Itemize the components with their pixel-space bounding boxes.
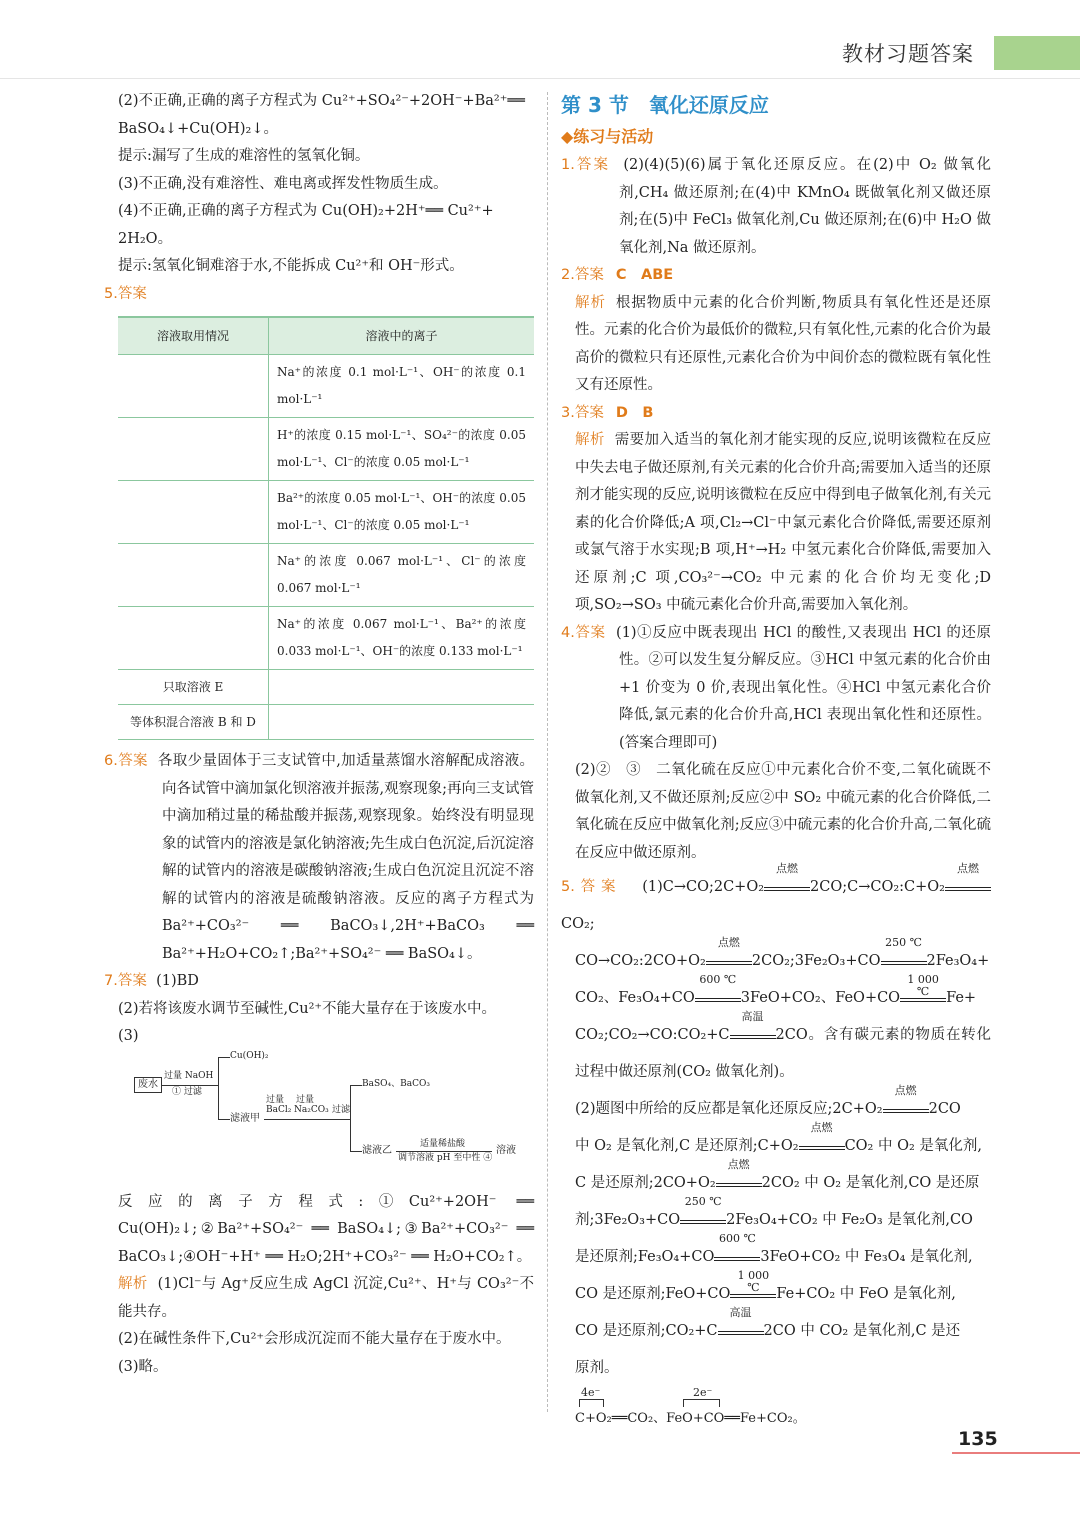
bracket-line (603, 1399, 604, 1407)
flow-arrow (350, 1151, 362, 1152)
hint-line: 提示:漏写了生成的难溶性的氢氧化铜。 (118, 148, 370, 164)
reaction-condition: 点燃 (716, 1174, 762, 1187)
text-line: (2)若将该废水调节至碱性,Cu²⁺不能大量存在于该废水中。 (118, 1000, 497, 1017)
text-line: (4)不正确,正确的离子方程式为 Cu(OH)₂+2H⁺══ Cu²⁺+ (118, 203, 494, 219)
flow-arrow (264, 1119, 350, 1120)
table-cell: H⁺的浓度 0.15 mol·L⁻¹、SO₄²⁻的浓度 0.05 mol·L⁻¹、Cl⁻的浓度 0.05 mol·L⁻¹ (269, 418, 535, 481)
flow-filtrate: 滤液甲 (230, 1112, 260, 1124)
table-cell (118, 544, 269, 607)
flow-arrow (396, 1151, 492, 1152)
q5-answer (561, 862, 991, 1387)
ion-table (118, 316, 534, 740)
flow-arrow (218, 1057, 230, 1058)
bracket-line (579, 1399, 580, 1407)
table-row (118, 544, 534, 607)
electron-count: 4e⁻ (581, 1386, 601, 1399)
table-cell: Ba²⁺的浓度 0.05 mol·L⁻¹、OH⁻的浓度 0.05 mol·L⁻¹、Cl⁻的浓度 0.05 mol·L⁻¹ (269, 481, 535, 544)
text-line: BaSO₄↓+Cu(OH)₂↓。 (118, 120, 278, 137)
table-row (118, 705, 534, 740)
q5-label: 5.答案 (104, 285, 147, 302)
flow-reagent: 适量稀盐酸 (420, 1138, 466, 1149)
flow-reagent: Na₂CO₃ (294, 1104, 329, 1115)
page-number-underline (952, 1452, 1080, 1454)
electron-count: 2e⁻ (693, 1386, 713, 1399)
reaction-condition: 点燃 (706, 952, 752, 965)
reaction-condition: 250 ℃ (881, 952, 927, 965)
flow-reagent: 过量 (296, 1094, 315, 1105)
text-line: (3)不正确,没有难溶性、难电离或挥发性物质生成。 (118, 175, 448, 192)
flow-step: ① 过滤 (172, 1086, 202, 1097)
equation-line: CO→CO₂:2CO+O₂ 点燃 2CO₂;3Fe₂O₃+CO 250 ℃ 2Fe₃O₄+ (575, 936, 990, 969)
bracket-line (719, 1399, 720, 1407)
flow-product: BaSO₄、BaCO₃ (362, 1078, 430, 1089)
text-line: 2H₂O。 (118, 230, 173, 247)
table-row (118, 355, 534, 418)
table-cell (269, 670, 535, 705)
equation-text: 反应的离子方程式:①Cu²⁺+2OH⁻ ══ Cu(OH)₂↓;②Ba²⁺+SO₄²⁻ ══ BaSO₄↓;③Ba²⁺+CO₃²⁻ ══ BaCO₃↓;④OH⁻+H⁺ ══ H₂O;2H⁺+CO₃²⁻ ══ H₂O+CO₂↑。 (118, 1193, 534, 1265)
q6-answer: 6.答案 各取少量固体于三支试管中,加适量蒸馏水溶解配成溶液。向各试管中滴加氯化钡溶液并振荡,观察现象;再向三支试管中滴加稍过量的稀盐酸并振荡,观察现象。始终没有明显现象的试管内的溶液是氯化钠溶液;先生成白色沉淀,后沉淀溶解的试管内的溶液是碳酸钠溶液;生成白色沉淀且沉淀不溶解的试管内的溶液是硫酸钠溶液。反应的离子方程式为 Ba²⁺+CO₃²⁻ ══ BaCO₃↓,2H⁺+BaCO₃ ══ Ba²⁺+H₂O+CO₂↑;Ba²⁺+SO₄²⁻ ══ BaSO₄↓。 (104, 753, 535, 962)
reaction-condition: 600 ℃ (714, 1248, 760, 1261)
header-accent-bar (994, 36, 1080, 70)
table-header-row (118, 317, 534, 355)
bracket-line (579, 1399, 603, 1400)
equation-line: CO₂、Fe₃O₄+CO 600 ℃ 3FeO+CO₂、FeO+CO 1 000 ℃ Fe+ (575, 973, 977, 1006)
equation-line: 中 O₂ 是氧化剂,C 是还原剂;C+O₂ 点燃 CO₂ 中 O₂ 是氧化剂, (575, 1121, 982, 1154)
left-column (104, 88, 534, 1381)
table-cell (118, 355, 269, 418)
equation-line: 是还原剂;Fe₃O₄+CO 600 ℃ 3FeO+CO₂ 中 Fe₃O₄ 是氧化剂, (575, 1232, 973, 1265)
reaction-condition: 600 ℃ (695, 989, 741, 1002)
flow-product: Cu(OH)₂ (230, 1050, 269, 1061)
page-number: 135 (958, 1428, 998, 1450)
flow-line (218, 1057, 219, 1119)
q3-analysis: 解析 需要加入适当的氧化剂才能实现的反应,说明该微粒在反应中失去电子做还原剂,有关元素的化合价升高;需要加入适当的还原剂才能实现的反应,说明该微粒在反应中得到电子做氧化剂,有关元素的化合价降低;A 项,Cl₂→Cl⁻中氯元素化合价降低,需要还原剂或氯气溶于水实现;B 项,H⁺→H₂ 中氢元素化合价降低,需要加入还原剂;C 项,CO₃²⁻→CO₂ 中元素的化合价均无变化;D 项,SO₂→SO₃ 中硫元素化合价升高,需要加入氧化剂。 (575, 432, 991, 613)
equation-line: 5.答案 (1)C→CO;2C+O₂ 点燃 2CO;C→CO₂:C+O₂ 点燃 CO₂; (561, 869, 991, 943)
flow-filtrate: 滤液乙 (362, 1144, 392, 1156)
q2-answer: 2.答案 C ABE (561, 267, 674, 283)
equation-line: C 是还原剂;2CO+O₂ 点燃 2CO₂ 中 O₂ 是氧化剂,CO 是还原 (575, 1158, 980, 1191)
flow-reagent: BaCl₂ (266, 1104, 292, 1115)
table-cell: Na⁺的浓度 0.067 mol·L⁻¹、Ba²⁺的浓度 0.033 mol·L⁻¹、OH⁻的浓度 0.133 mol·L⁻¹ (269, 607, 535, 670)
flow-arrow (350, 1085, 362, 1086)
flow-waste: 废水 (134, 1077, 162, 1093)
q4-answer: 4.答案 (1)①反应中既表现出 HCl 的酸性,又表现出 HCl 的还原性。②可以发生复分解反应。③HCl 中氢元素的化合价由+1 价变为 0 价,表现出氧化性。④HCl 中氢元素化合价降低,氯元素的化合价升高,HCl 表现出氧化性和还原性。(答案合理即可) (561, 624, 991, 751)
table-cell (118, 607, 269, 670)
equation-line: CO 是还原剂;FeO+CO 1 000 ℃ Fe+CO₂ 中 FeO 是氧化剂, (575, 1269, 956, 1302)
reaction-condition: 点燃 (883, 1100, 929, 1113)
equation-final: C+O₂══CO₂、FeO+CO══Fe+CO₂。 (575, 1411, 806, 1426)
flow-line (350, 1085, 351, 1151)
table-row (118, 481, 534, 544)
q1-answer: 1.答案 (2)(4)(5)(6)属于氧化还原反应。在(2)中 O₂ 做氧化剂,CH₄ 做还原剂;在(4)中 KMnO₄ 既做氧化剂又做还原剂;在(5)中 FeCl₃ 做氧化剂,Cu 做还原剂;在(6)中 H₂O 做氧化剂,Na 做还原剂。 (561, 157, 991, 256)
q7-answer: 7.答案 (1)BD (104, 973, 199, 989)
table-row (118, 607, 534, 670)
table-row (118, 670, 534, 705)
equation-line: (2)题图中所给的反应都是氧化还原反应;2C+O₂ 点燃 2CO (575, 1084, 961, 1117)
flow-step: 过滤 (332, 1104, 351, 1115)
q3-answer: 3.答案 D B (561, 404, 654, 421)
equation-line: 原剂。 (575, 1360, 619, 1376)
flow-reagent: 过量 (266, 1094, 285, 1105)
table-cell: 只取溶液 E (118, 670, 269, 705)
table-cell (118, 481, 269, 544)
page-header (0, 0, 1080, 80)
table-row (118, 418, 534, 481)
q7-analysis: 解析 (1)Cl⁻与 Ag⁺反应生成 AgCl 沉淀,Cu²⁺、H⁺与 CO₃²⁻不能共存。 (118, 1276, 535, 1320)
reaction-condition: 1 000 ℃ (730, 1285, 776, 1298)
flow-step: 调节溶液 pH 至中性 ④ (398, 1152, 493, 1163)
header-title: 教材习题答案 (842, 42, 974, 66)
reaction-condition: 高温 (718, 1322, 764, 1335)
reaction-condition: 点燃 (799, 1137, 845, 1150)
flow-reagent: 过量 NaOH (164, 1070, 214, 1081)
q2-analysis: 解析 根据物质中元素的化合价判断,物质具有氧化性还是还原性。元素的化合价为最低价的微粒,只有氧化性,元素的化合价为最高价的微粒只有还原性,元素化合价为中间价态的微粒既有氧化性又有还原性。 (575, 294, 992, 393)
text-line: (2)② ③ 二氧化硫在反应①中元素化合价不变,二氧化硫既不做氧化剂,又不做还原剂;反应②中 SO₂ 中硫元素的化合价降低,二氧化硫在反应中做氧化剂;反应③中硫元素的化合价升高,二氧化硫在反应中做还原剂。 (575, 762, 991, 861)
table-cell: 等体积混合溶液 B 和 D (118, 705, 269, 740)
column-divider (547, 92, 548, 1412)
table-cell (118, 418, 269, 481)
flow-arrow (162, 1085, 218, 1086)
table-cell (269, 705, 535, 740)
bracket-line (683, 1399, 719, 1400)
electron-transfer-diagram (575, 1387, 991, 1437)
bracket-line (683, 1399, 684, 1407)
header-divider (0, 78, 1080, 79)
table-cell: Na⁺的浓度 0.1 mol·L⁻¹、OH⁻的浓度 0.1 mol·L⁻¹ (269, 355, 535, 418)
text-line: (3)略。 (118, 1358, 168, 1375)
subsection-title: ◆练习与活动 (561, 127, 654, 146)
section-title: 第 3 节 氧化还原反应 (561, 93, 769, 117)
table-header: 溶液中的离子 (269, 317, 535, 355)
reaction-condition: 250 ℃ (680, 1211, 726, 1224)
text-line: (2)在碱性条件下,Cu²⁺会形成沉淀而不能大量存在于废水中。 (118, 1331, 511, 1347)
reaction-condition: 高温 (730, 1026, 776, 1039)
reaction-condition: 点燃 (945, 878, 991, 891)
right-column (561, 88, 991, 1437)
flow-product: 溶液 (496, 1144, 516, 1156)
hint-line: 提示:氢氧化铜难溶于水,不能拆成 Cu²⁺和 OH⁻形式。 (118, 258, 464, 274)
reaction-condition: 1 000 ℃ (900, 989, 946, 1002)
table-cell: Na⁺的浓度 0.067 mol·L⁻¹、Cl⁻的浓度 0.067 mol·L⁻¹ (269, 544, 535, 607)
reaction-condition: 点燃 (764, 878, 810, 891)
equation-line: CO 是还原剂;CO₂+C 高温 2CO 中 CO₂ 是氧化剂,C 是还 (575, 1306, 961, 1339)
separation-flowchart (118, 1051, 534, 1189)
text-line: (3) (118, 1028, 139, 1044)
equation-line: CO₂;CO₂→CO:CO₂+C 高温 2CO。含有碳元素的物质在转化过程中做还原剂(CO₂ 做氧化剂)。 (575, 1010, 991, 1080)
flow-arrow (218, 1119, 230, 1120)
table-header: 溶液取用情况 (118, 317, 269, 355)
equation-line: 剂;3Fe₂O₃+CO 250 ℃ 2Fe₃O₄+CO₂ 中 Fe₂O₃ 是氧化剂,CO (575, 1195, 973, 1228)
text-line: (2)不正确,正确的离子方程式为 Cu²⁺+SO₄²⁻+2OH⁻+Ba²⁺══ (118, 93, 525, 109)
